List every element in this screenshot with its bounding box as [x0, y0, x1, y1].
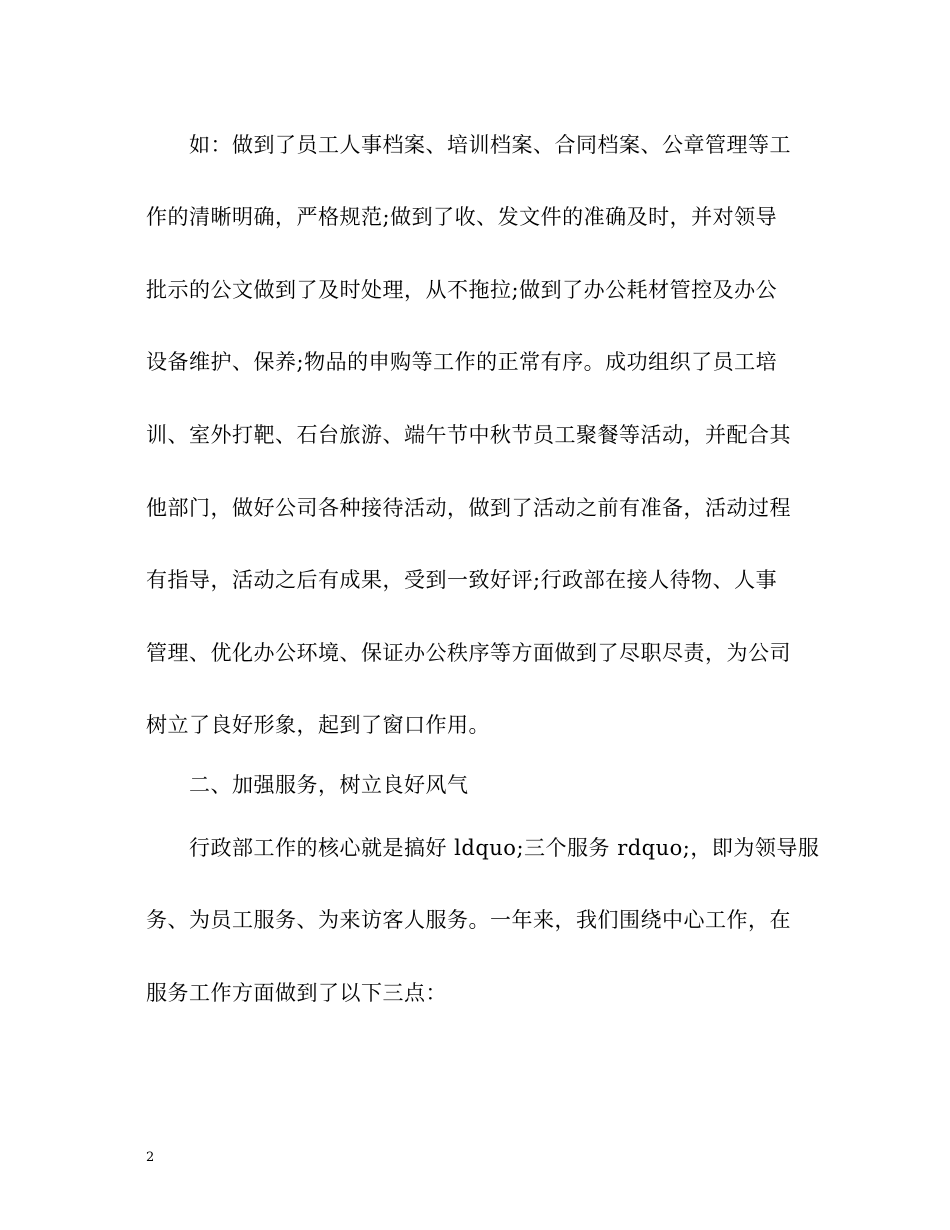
section-heading: 二、加强服务，树立良好风气: [189, 773, 469, 797]
paragraph-line-10: 行政部工作的核心就是搞好 ldquo;三个服务 rdquo;，即为领导服: [189, 836, 820, 860]
paragraph-line-2: 作的清晰明确，严格规范;做到了收、发文件的准确及时，并对领导: [146, 205, 778, 229]
paragraph-line-11: 务、为员工服务、为来访客人服务。一年来，我们围绕中心工作，在: [146, 908, 791, 932]
paragraph-line-7: 有指导，活动之后有成果，受到一致好评;行政部在接人待物、人事: [146, 568, 778, 592]
paragraph-line-6: 他部门，做好公司各种接待活动，做到了活动之前有准备，活动过程: [146, 496, 791, 520]
paragraph-line-8: 管理、优化办公环境、保证办公秩序等方面做到了尽职尽责，为公司: [146, 641, 791, 665]
paragraph-line-9: 树立了良好形象，起到了窗口作用。: [146, 713, 490, 737]
paragraph-line-5: 训、室外打靶、石台旅游、端午节中秋节员工聚餐等活动，并配合其: [146, 423, 791, 447]
paragraph-line-4: 设备维护、保养;物品的申购等工作的正常有序。成功组织了员工培: [146, 350, 778, 374]
paragraph-line-3: 批示的公文做到了及时处理，从不拖拉;做到了办公耗材管控及办公: [146, 278, 778, 302]
paragraph-line-1: 如：做到了员工人事档案、培训档案、合同档案、公章管理等工: [189, 133, 791, 157]
page-number: 2: [146, 1150, 155, 1165]
paragraph-line-12: 服务工作方面做到了以下三点：: [146, 981, 447, 1005]
